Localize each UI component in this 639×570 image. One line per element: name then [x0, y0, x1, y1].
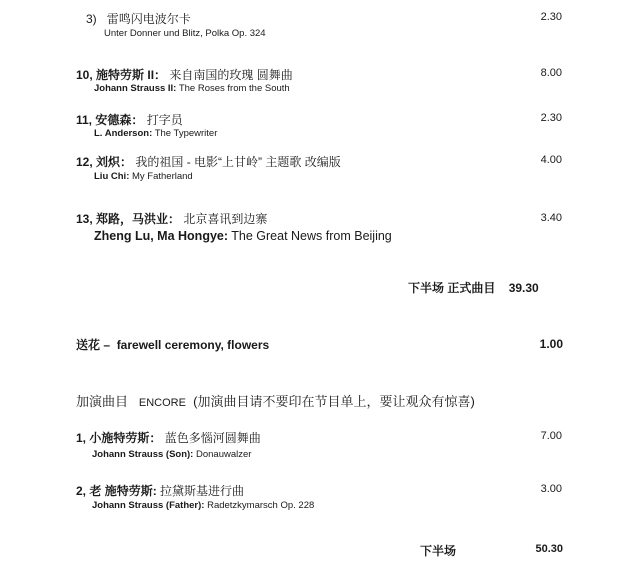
- item-en-title: The Typewriter: [154, 128, 218, 139]
- item-number: 11,: [76, 113, 93, 127]
- item-3-en: [104, 28, 266, 39]
- encore-1-cn: [76, 429, 261, 446]
- item-en-title: The Great News from Beijing: [231, 229, 392, 243]
- item-11-en: [94, 128, 217, 139]
- item-number: 3): [86, 12, 97, 26]
- item-en-title: Unter Donner und Blitz, Polka Op. 324: [104, 28, 266, 39]
- item-en-composer: Johann Strauss II:: [94, 83, 177, 94]
- subtotal-label: 下半场 正式曲目: [408, 281, 496, 295]
- encore-header-cn: 加演曲目: [76, 394, 129, 409]
- item-10-en: [94, 83, 290, 94]
- total-value: 50.30: [535, 543, 563, 555]
- item-11-cn: [76, 111, 183, 128]
- total-label: 下半场: [420, 544, 457, 558]
- encore-header-en: ENCORE: [138, 397, 186, 409]
- item-en-composer: Johann Strauss (Son):: [92, 449, 194, 460]
- item-13-en: [94, 229, 392, 243]
- flowers-duration: 1.00: [539, 337, 563, 351]
- item-number: 10,: [76, 68, 93, 82]
- item-10-cn: [76, 66, 293, 83]
- item-12-cn: [76, 153, 341, 170]
- flowers-row: [76, 336, 269, 353]
- second-half-subtotal: [408, 279, 539, 296]
- encore-1-en: [92, 449, 251, 460]
- encore-2-cn: [76, 482, 244, 499]
- item-12-duration: 4.00: [540, 154, 562, 166]
- encore-header: [76, 391, 475, 410]
- item-13-cn: [76, 210, 267, 227]
- item-number: 13,: [76, 212, 93, 226]
- item-11-duration: 2.30: [540, 112, 562, 124]
- item-3-cn: [86, 10, 191, 27]
- item-en-composer: Johann Strauss (Father):: [92, 500, 205, 511]
- item-cn-title: 雷鸣闪电波尔卡: [106, 12, 191, 26]
- item-number: 12,: [76, 155, 93, 169]
- encore-1-duration: 7.00: [540, 430, 562, 442]
- item-cn-title: 拉黛斯基进行曲: [160, 484, 245, 498]
- item-cn-title: 北京喜讯到边寨: [183, 212, 268, 226]
- item-12-en: [94, 171, 193, 182]
- item-cn-composer: 安德森：: [95, 113, 144, 127]
- second-half-total: [420, 542, 456, 559]
- item-cn-composer: 施特劳斯 II：: [96, 68, 167, 82]
- item-en-composer: L. Anderson:: [94, 128, 153, 139]
- item-cn-title: 我的祖国 - 电影“上甘岭” 主题歌 改编版: [135, 155, 341, 169]
- item-number: 2,: [76, 484, 87, 498]
- item-cn-title: 蓝色多惱河圆舞曲: [164, 431, 261, 445]
- item-en-title: My Fatherland: [132, 171, 193, 182]
- item-cn-composer: 郑路，马洪业：: [96, 212, 181, 226]
- item-en-title: The Roses from the South: [178, 83, 290, 94]
- item-cn-composer: 小施特劳斯：: [89, 431, 162, 445]
- item-en-title: Donauwalzer: [195, 449, 252, 460]
- item-en-composer: Zheng Lu, Ma Hongye:: [94, 229, 229, 243]
- item-en-composer: Liu Chi:: [94, 171, 130, 182]
- item-number: 1,: [76, 431, 87, 445]
- item-cn-title: 来自南国的玫瑰 圆舞曲: [169, 68, 293, 82]
- encore-header-note: (加演曲目请不要印在节目单上，要让观众有惊喜): [193, 394, 475, 409]
- encore-2-en: [92, 500, 314, 511]
- flowers-en: farewell ceremony, flowers: [116, 338, 270, 352]
- item-10-duration: 8.00: [540, 67, 562, 79]
- item-3-duration: 2.30: [540, 11, 562, 23]
- flowers-cn: 送花 –: [76, 338, 111, 352]
- item-13-duration: 3.40: [540, 212, 562, 224]
- item-en-title: Radetzkymarsch Op. 228: [207, 500, 315, 511]
- item-cn-composer: 老 施特劳斯:: [89, 484, 157, 498]
- item-cn-title: 打字员: [146, 113, 183, 127]
- encore-2-duration: 3.00: [540, 483, 562, 495]
- item-cn-composer: 刘炽：: [96, 155, 133, 169]
- subtotal-value: 39.30: [508, 281, 539, 295]
